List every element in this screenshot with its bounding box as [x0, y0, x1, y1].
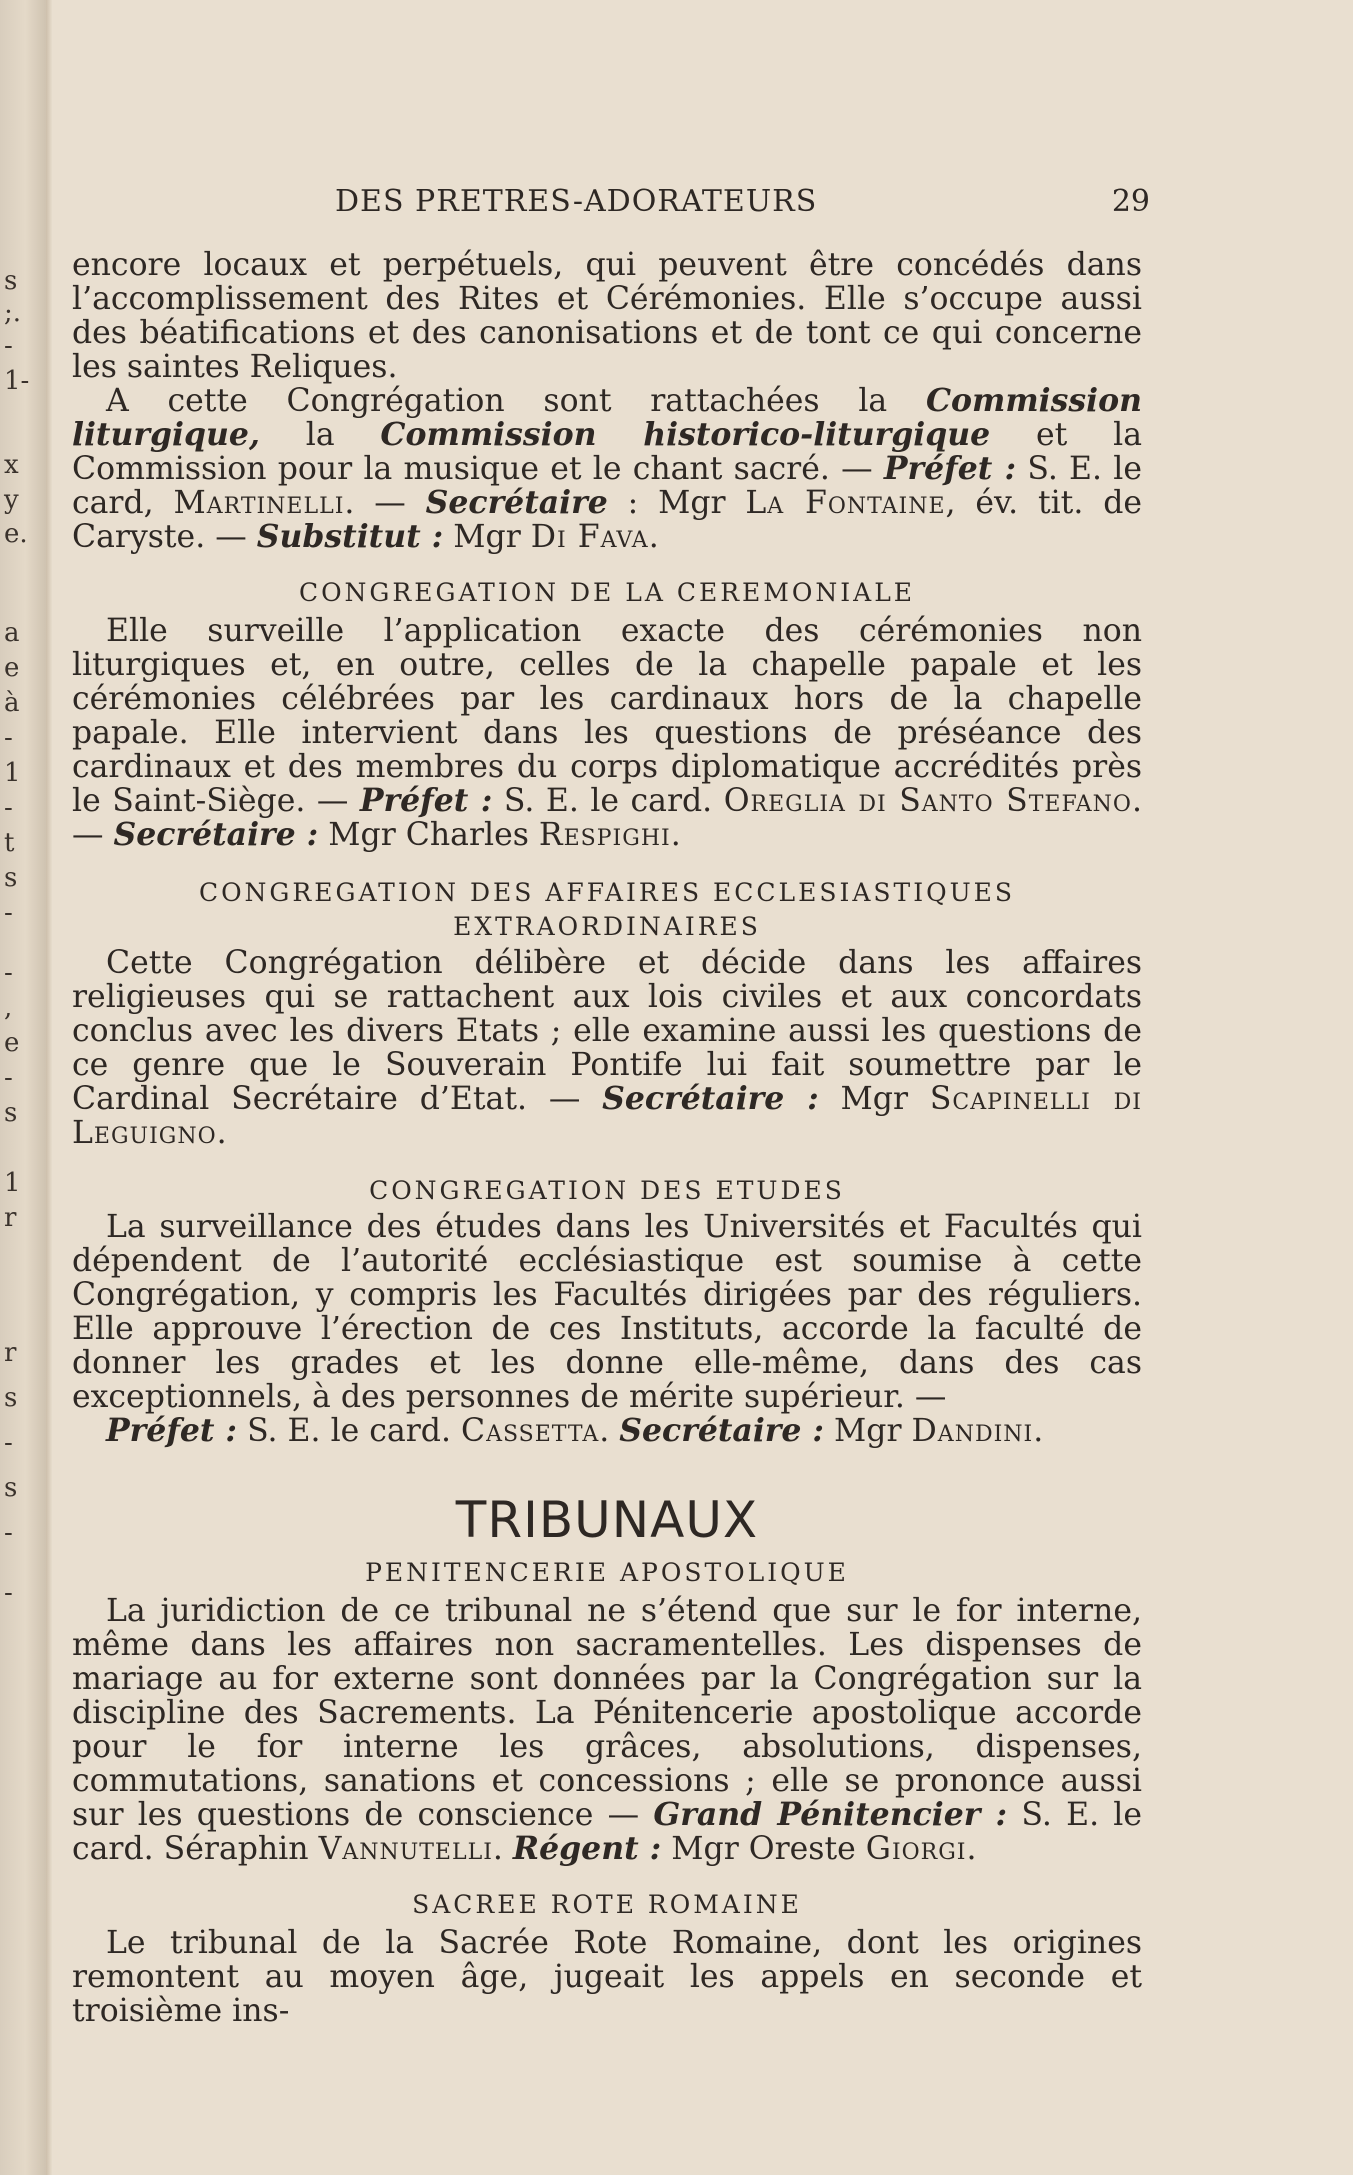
margin-fragment: -	[4, 1063, 13, 1093]
margin-fragment: 1	[4, 1168, 21, 1198]
page-number: 29	[1111, 184, 1150, 219]
section-heading-penitencerie: PENITENCERIE APOSTOLIQUE	[365, 1558, 849, 1587]
margin-fragment: -	[4, 898, 13, 928]
margin-fragment: e.	[4, 519, 28, 549]
paragraph-commissions: A cette Congrégation sont rattachées la Commission liturgique, la Commission historico-liturgique et la Commission pour la musique et le chant sacré. — Préfet : S. E. le card, Martinelli. — Secrétaire : Mgr La Fontaine, év. tit. de Caryste. — Substitut : Mgr Di Fava.	[72, 382, 1143, 555]
margin-fragment: s	[4, 1098, 18, 1128]
section-heading-affaires-line1: CONGREGATION DES AFFAIRES ECCLESIASTIQUES	[198, 878, 1016, 907]
margin-fragment: 1-	[4, 366, 30, 396]
paragraph-etudes-officers: Préfet : S. E. le card. Cassetta. Secrétaire : Mgr Dandini.	[106, 1412, 1044, 1449]
paragraph-ceremoniale: Elle surveille l’application exacte des cérémonies non liturgiques et, en outre, celles de la chapelle papale et les cérémonies célébrées par les cardinaux hors de la chapelle papale. Elle intervient dans les questions de préséance des cardinaux et des membres du corps diplomatique accrédités près le Saint-Siège. — Préfet : S. E. le card. Oreglia di Santo Stefano. — Secrétaire : Mgr Charles Respighi.	[72, 613, 1142, 853]
margin-fragment: -	[4, 958, 13, 988]
margin-fragment: -	[4, 1578, 13, 1608]
section-heading-ceremoniale: CONGREGATION DE LA CEREMONIALE	[298, 578, 916, 607]
margin-fragment: x	[4, 450, 19, 480]
running-head: DES PRETRES-ADORATEURS	[335, 184, 818, 219]
margin-fragment: s	[4, 1383, 18, 1413]
paragraph-rote: Le tribunal de la Sacrée Rote Romaine, dont les origines remontent au moyen âge, jugeait les appels en seconde et troisième ins-	[72, 1925, 1142, 2029]
margin-fragment: s	[4, 266, 18, 296]
margin-fragment: 1	[4, 758, 21, 788]
margin-fragment: -	[4, 1518, 13, 1548]
margin-fragment: -	[4, 331, 13, 361]
margin-fragment: a	[4, 618, 20, 648]
section-heading-rote: SACREE ROTE ROMAINE	[412, 1890, 802, 1919]
paragraph-penitencerie: La juridiction de ce tribunal ne s’étend que sur le for interne, même dans les affaires non sacramentelles. Les dispenses de mariage au for externe sont données par la Congrégation sur la discipline des Sacrements. La Pénitencerie apostolique accorde pour le for interne les grâces, absolutions, dispenses, commutations, sanations et concessions ; elle se prononce aussi sur les questions de conscience — Grand Pénitencier : S. E. le card. Séraphin Vannutelli. Régent : Mgr Oreste Giorgi.	[72, 1593, 1143, 1867]
paragraph-rites-continued: encore locaux et perpétuels, qui peuvent être concédés dans l’accomplissement des Rites et Cérémonies. Elle s’occupe aussi des béatifications et des canonisations et de tont ce qui concerne les saintes Reliques.	[72, 247, 1142, 385]
page-header	[335, 184, 1150, 224]
margin-fragment: e	[4, 1028, 20, 1058]
page-body	[72, 248, 1142, 2028]
paragraph-etudes: La surveillance des études dans les Universités et Facultés qui dépendent de l’autorité ecclésiastique est soumise à cette Congrégation, y compris les Facultés dirigées par des réguliers. Elle approuve l’érection de ces Instituts, accorde la faculté de donner les grades et les donne elle-même, dans des cas exceptionnels, à des personnes de mérite supérieur. —	[72, 1209, 1142, 1415]
margin-fragment: ,	[4, 993, 13, 1023]
margin-fragment: r	[4, 1338, 17, 1368]
margin-fragment: ;.	[4, 298, 22, 328]
margin-fragment: à	[4, 688, 20, 718]
margin-fragment: -	[4, 793, 13, 823]
page-fold-shadow	[46, 0, 52, 2175]
margin-fragment: s	[4, 1473, 18, 1503]
section-heading-etudes: CONGREGATION DES ETUDES	[369, 1176, 845, 1205]
margin-fragment: -	[4, 723, 13, 753]
section-heading-tribunaux: TRIBUNAUX	[455, 1491, 759, 1549]
section-heading-affaires-line2: EXTRAORDINAIRES	[453, 912, 761, 941]
margin-fragment: s	[4, 863, 18, 893]
margin-fragment: r	[4, 1203, 17, 1233]
margin-fragment: -	[4, 1428, 13, 1458]
margin-fragment: e	[4, 653, 20, 683]
paragraph-affaires: Cette Congrégation délibère et décide dans les affaires religieuses qui se rattachent aux lois civiles et aux concordats conclus avec les divers Etats ; elle examine aussi les questions de ce genre que le Souverain Pontife lui fait soumettre par le Cardinal Secrétaire d’Etat. — Secrétaire : Mgr Scapinelli di Leguigno.	[72, 945, 1142, 1151]
margin-fragment: t	[4, 828, 15, 858]
margin-fragment: y	[4, 485, 19, 515]
